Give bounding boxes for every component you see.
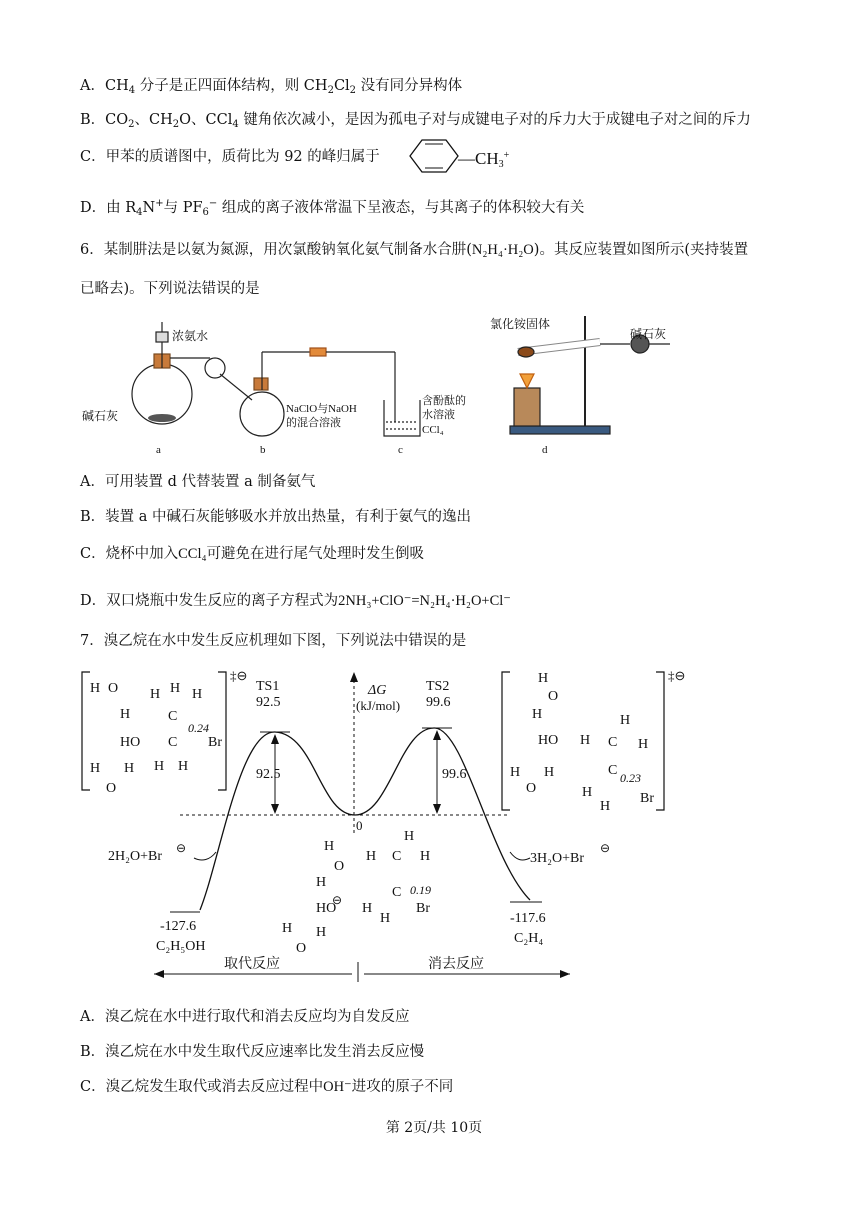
right-energy: -117.6 xyxy=(510,911,546,926)
svg-text:HO: HO xyxy=(316,901,337,916)
svg-text:Br: Br xyxy=(416,901,430,916)
ts2-bracket-mark: ‡⊖ xyxy=(668,668,686,683)
q6-option-d: D．双口烧瓶中发生反应的离子方程式为2NH₃+ClO⁻=N₂H₄·H₂O+Cl⁻ xyxy=(80,593,511,609)
page-footer: 第 2页/共 10页 xyxy=(385,1120,483,1136)
svg-text:0.24: 0.24 xyxy=(188,721,209,735)
right-product: 3H₂O+Br xyxy=(530,851,584,866)
apparatus-c xyxy=(384,400,420,436)
svg-text:H: H xyxy=(124,761,135,776)
q5-option-c: C．甲苯的质谱图中，质荷比为 92 的峰归属于 xyxy=(80,149,380,165)
q5-option-d: D．由 $R_4N^+$与 $PF_6^-$ 组成的离子液体常温下呈液态，与其离子的体积较大有关 xyxy=(80,198,585,218)
letter-a: a xyxy=(156,444,161,456)
label-phenol2: 水溶液 xyxy=(422,409,455,421)
label-phenol1: 含酚酞的 xyxy=(422,395,466,407)
svg-text:H: H xyxy=(600,799,611,814)
ts2-label: TS2 xyxy=(426,679,450,694)
svg-text:O: O xyxy=(108,681,119,696)
right-product-arrow xyxy=(510,852,530,860)
elimination-label: 消去反应 xyxy=(428,957,484,972)
energy-diagram xyxy=(70,660,720,990)
svg-text:C: C xyxy=(608,735,618,750)
label-mix1: NaClO与NaOH xyxy=(286,403,357,415)
apparatus-figure xyxy=(70,312,710,462)
svg-text:H: H xyxy=(366,849,377,864)
svg-text:Br: Br xyxy=(208,735,222,750)
svg-text:⊖: ⊖ xyxy=(332,893,343,907)
svg-text:H: H xyxy=(154,759,165,774)
svg-text:H: H xyxy=(178,759,189,774)
svg-text:H: H xyxy=(90,761,101,776)
ts1-label: TS1 xyxy=(256,679,280,694)
svg-text:O: O xyxy=(334,859,345,874)
svg-text:C: C xyxy=(392,849,402,864)
svg-text:H: H xyxy=(150,687,161,702)
svg-text:HO: HO xyxy=(120,735,141,750)
q5-option-a: A．$CH_4$ 分子是正四面体结构，则 $CH_2Cl_2$ 没有同分异构体 xyxy=(80,78,463,96)
dg-axis-label: ΔG xyxy=(368,683,387,698)
right-species: C₂H₄ xyxy=(514,931,544,946)
svg-text:C: C xyxy=(608,763,618,778)
ts1-value: 92.5 xyxy=(256,695,281,710)
label-mix2: 的混合溶液 xyxy=(286,417,341,429)
q5-option-b: B．$CO_2$、$CH_2O$、CCl$_4$ 键角依次减小，是因为孤电子对与成键电子对的斥力大于成键电子对之间的斥力 xyxy=(80,112,751,130)
svg-text:Br: Br xyxy=(640,791,654,806)
svg-text:C: C xyxy=(392,885,402,900)
q7-stem: 7．溴乙烷在水中发生反应机理如下图，下列说法中错误的是 xyxy=(80,633,467,649)
ts1-bracket-mark: ‡⊖ xyxy=(230,668,248,683)
q6-stem-line1: 6．某制肼法是以氨为氮源，用次氯酸钠氧化氨气制备水合肼(N₂H₄·H₂O)。其反应装置如图所示(夹持装置 xyxy=(80,242,749,258)
label-sodalime2: 碱石灰 xyxy=(630,327,667,341)
ts1-barrier: 92.5 xyxy=(256,767,281,782)
q6-option-a: A．可用装置 d 代替装置 a 制备氨气 xyxy=(80,474,316,490)
svg-text:H: H xyxy=(324,839,335,854)
svg-text:H: H xyxy=(316,925,327,940)
letter-b: b xyxy=(260,444,266,456)
svg-text:H: H xyxy=(532,707,543,722)
svg-text:⊖: ⊖ xyxy=(600,841,611,855)
q6-stem-line2: 已略去)。下列说法错误的是 xyxy=(80,281,260,297)
methyl-cation: $—CH_3^+$ xyxy=(458,149,510,170)
intermediate-structure xyxy=(282,829,431,956)
label-ammonia: 浓氨水 xyxy=(172,329,209,343)
ts1-structure xyxy=(90,681,222,796)
svg-text:H: H xyxy=(90,681,101,696)
label-sodalime: 碱石灰 xyxy=(82,409,119,423)
left-energy: -127.6 xyxy=(160,919,197,934)
svg-text:⊖: ⊖ xyxy=(176,841,187,855)
ts2-bracket-right xyxy=(656,672,664,810)
svg-text:H: H xyxy=(538,671,549,686)
letter-d: d xyxy=(542,444,548,456)
svg-text:O: O xyxy=(526,781,537,796)
dg-axis-unit: (kJ/mol) xyxy=(356,698,401,713)
zero-label: 0 xyxy=(356,818,363,833)
svg-text:H: H xyxy=(510,765,521,780)
svg-text:0.23: 0.23 xyxy=(620,771,641,785)
label-ccl4: CCl₄ xyxy=(422,424,444,436)
q7-option-a: A．溴乙烷在水中进行取代和消去反应均为自发反应 xyxy=(80,1009,410,1025)
ts2-barrier: 99.6 xyxy=(442,767,467,782)
ts2-bracket-left xyxy=(502,672,510,810)
label-nh4cl: 氯化铵固体 xyxy=(490,317,551,331)
svg-text:H: H xyxy=(620,713,631,728)
svg-text:H: H xyxy=(170,681,181,696)
svg-text:C: C xyxy=(168,735,178,750)
left-species: C₂H₅OH xyxy=(156,939,206,954)
energy-curve xyxy=(200,728,530,910)
svg-text:H: H xyxy=(362,901,373,916)
svg-text:H: H xyxy=(638,737,649,752)
ts2-structure xyxy=(510,671,654,814)
dg-axis-arrow xyxy=(350,672,358,682)
svg-text:H: H xyxy=(544,765,555,780)
svg-text:H: H xyxy=(420,849,431,864)
svg-text:H: H xyxy=(282,921,293,936)
svg-text:H: H xyxy=(580,733,591,748)
q6-option-c: C．烧杯中加入CCl₄可避免在进行尾气处理时发生倒吸 xyxy=(80,546,425,562)
svg-text:H: H xyxy=(192,687,203,702)
q7-option-b: B．溴乙烷在水中发生取代反应速率比发生消去反应慢 xyxy=(80,1044,425,1060)
svg-text:HO: HO xyxy=(538,733,559,748)
svg-text:H: H xyxy=(582,785,593,800)
svg-text:H: H xyxy=(316,875,327,890)
svg-text:O: O xyxy=(106,781,117,796)
substitution-label: 取代反应 xyxy=(224,957,280,972)
svg-text:O: O xyxy=(296,941,307,956)
svg-text:H: H xyxy=(380,911,391,926)
svg-text:H: H xyxy=(120,707,131,722)
svg-text:H: H xyxy=(404,829,415,844)
left-product-arrow xyxy=(194,852,216,860)
svg-text:O: O xyxy=(548,689,559,704)
svg-text:C: C xyxy=(168,709,178,724)
ts1-bracket-right xyxy=(218,672,226,790)
svg-text:0.19: 0.19 xyxy=(410,883,431,897)
left-product: 2H₂O+Br xyxy=(108,849,162,864)
letter-c: c xyxy=(398,444,403,456)
ts1-bracket-left xyxy=(82,672,90,790)
q7-option-c: C．溴乙烷发生取代或消去反应过程中OH⁻进攻的原子不同 xyxy=(80,1079,454,1095)
ts2-value: 99.6 xyxy=(426,695,451,710)
q6-option-b: B．装置 a 中碱石灰能够吸水并放出热量，有利于氨气的逸出 xyxy=(80,509,472,525)
